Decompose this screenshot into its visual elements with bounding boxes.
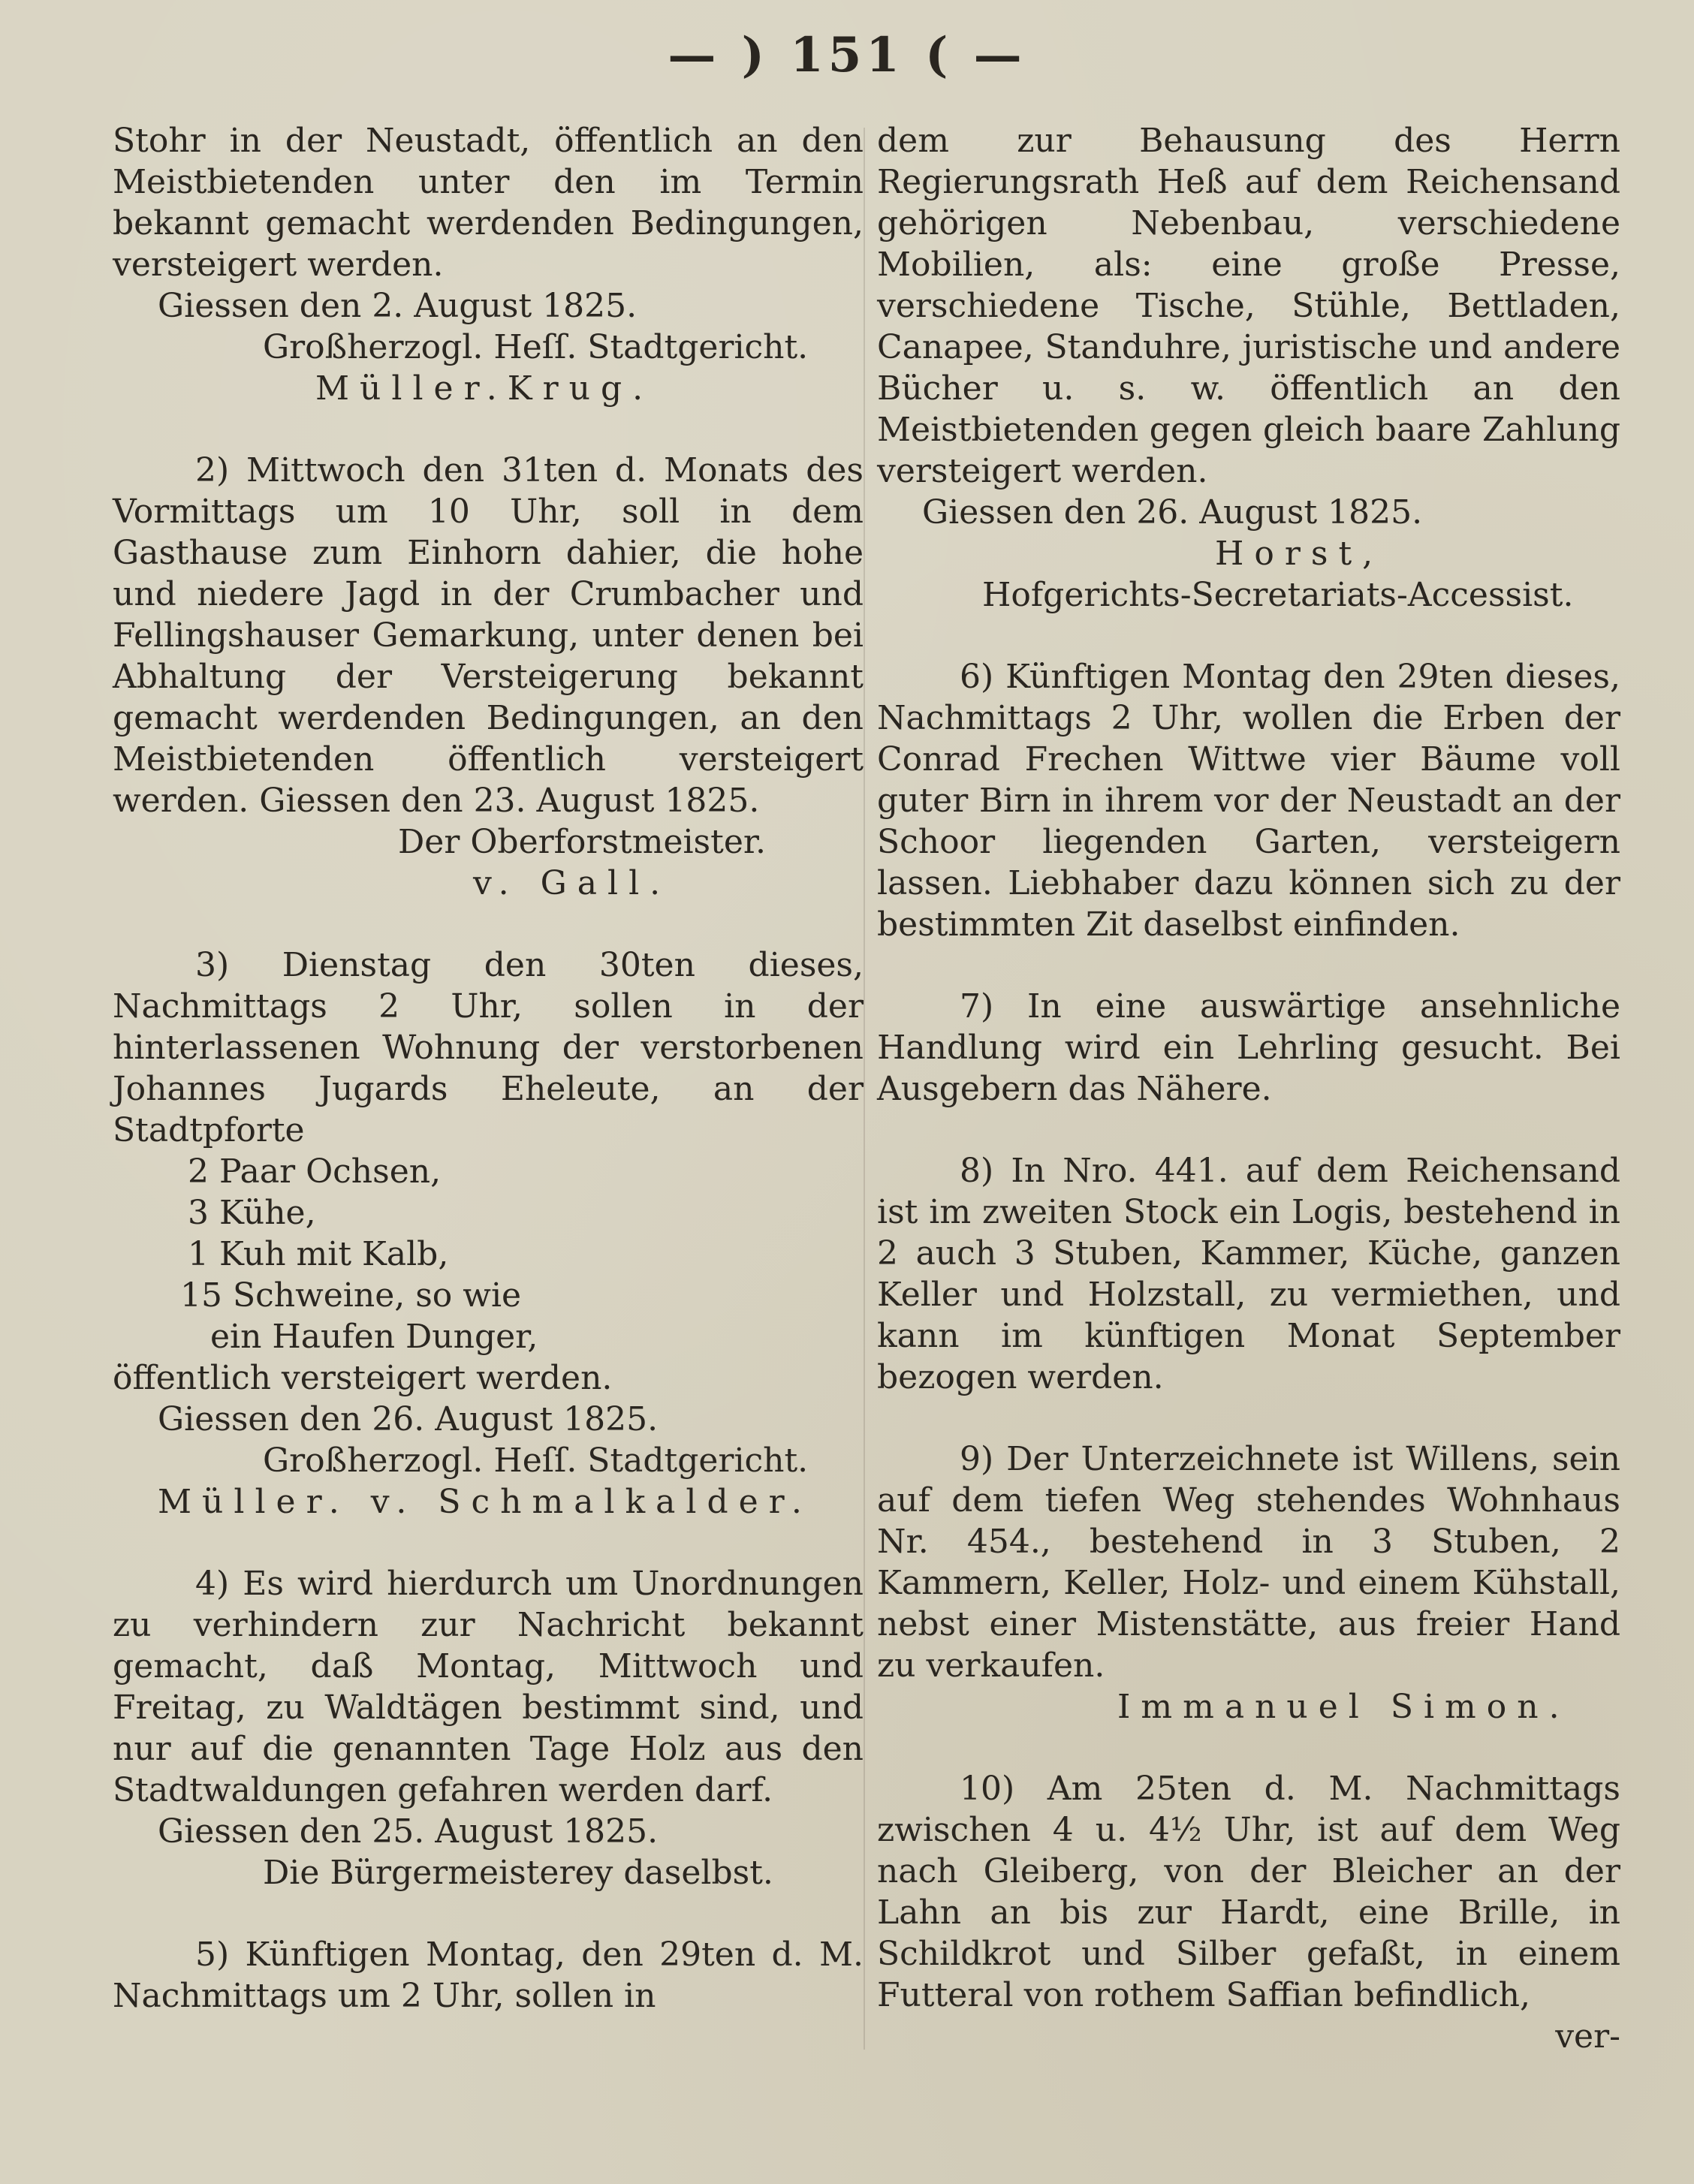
notice-text: 7) In eine auswärtige ansehnliche Handlung wird ein Lehrling gesucht. Bei Ausgebern das Nähere. xyxy=(877,987,1620,1108)
signature: Horst, xyxy=(1215,535,1384,573)
notice-8 xyxy=(877,1150,1620,1398)
notice-5 xyxy=(113,1934,864,2017)
notice-authority: Großherzogl. Heſſ. Stadtgericht. xyxy=(263,328,809,366)
notice-6 xyxy=(877,656,1620,945)
signature: Müller. v. Schmalkalder. xyxy=(158,1483,812,1521)
notice-3 xyxy=(113,944,864,1523)
list-item: 1 Kuh mit Kalb, xyxy=(188,1235,449,1273)
column-divider xyxy=(864,128,865,2050)
notice-text: 3) Dienstag den 30ten dieses, Nachmittags 2 Uhr, sollen in der hinterlassenen Wohnung der verstorbenen Johannes Jugards Eheleute, an der Stadtpforte xyxy=(113,946,864,1149)
notice-text: 6) Künftigen Montag den 29ten dieses, Nachmittags 2 Uhr, wollen die Erben der Conrad Frechen Wittwe vier Bäume voll guter Birn in ihrem vor der Neustadt an der Schoor liegenden Garten, versteigern lassen. Liebhaber dazu können sich zu der bestimmten Zit daselbst einfinden. xyxy=(877,658,1620,944)
notice-text: Stohr in der Neustadt, öffentlich an den Meistbietenden unter den im Termin bekannt gemacht werdenden Bedingungen, versteigert werden. xyxy=(113,122,864,284)
notice-authority: Großherzogl. Heſſ. Stadtgericht. xyxy=(263,1441,809,1480)
catchword: ver- xyxy=(1555,2017,1620,2056)
list-item: ein Haufen Dunger, xyxy=(210,1318,538,1356)
right-column xyxy=(877,120,1620,2057)
notice-2 xyxy=(113,450,864,904)
notice-authority: Die Bürgermeisterey daselbst. xyxy=(263,1854,773,1892)
notice-date: Giessen den 26. August 1825. xyxy=(922,493,1423,532)
notice-text: 10) Am 25ten d. M. Nachmittags zwischen 4 u. 4½ Uhr, ist auf dem Weg nach Gleiberg, von der Bleicher an der Lahn an bis zur Hardt, eine Brille, in Schildkrot und Silber gefaßt, in einem Futteral von rothem Saffian befindlich, xyxy=(877,1770,1620,2014)
notice-close: öffentlich versteigert werden. xyxy=(113,1359,613,1397)
notice-date: Giessen den 26. August 1825. xyxy=(158,1400,659,1438)
signature-row xyxy=(113,368,864,409)
notice-1 xyxy=(113,120,864,409)
signature: v. Gall. xyxy=(473,864,671,902)
left-column xyxy=(113,120,864,2017)
notice-text: 2) Mittwoch den 31ten d. Monats des Vormittags um 10 Uhr, soll in dem Gasthause zum Einhorn dahier, die hohe und niedere Jagd in der Crumbacher und Fellingshauser Gemarkung, unter denen bei Abhaltung der Versteigerung bekannt gemacht werdenden Bedingungen, an den Meistbietenden öffentlich versteigert werden. Giessen den 23. August 1825. xyxy=(113,451,864,820)
list-item: 3 Kühe, xyxy=(188,1194,316,1232)
signature: Krug. xyxy=(507,369,654,408)
signature: Immanuel Simon. xyxy=(1117,1688,1570,1726)
notice-text: 9) Der Unterzeichnete ist Willens, sein auf dem tiefen Weg stehendes Wohnhaus Nr. 454., bestehend in 3 Stuben, 2 Kammern, Keller, Holz- und einem Kühstall, nebst einer Mistenstätte, aus freier Hand zu verkaufen. xyxy=(877,1440,1620,1685)
notice-7 xyxy=(877,986,1620,1110)
notice-authority: Der Oberforstmeister. xyxy=(398,823,767,861)
notice-text: 8) In Nro. 441. auf dem Reichensand ist im zweiten Stock ein Logis, bestehend in 2 auch 3 Stuben, Kammer, Küche, ganzen Keller und Holzstall, zu vermiethen, und kann im künftigen Monat September bezogen werden. xyxy=(877,1152,1620,1396)
notice-date: Giessen den 25. August 1825. xyxy=(158,1812,659,1851)
notice-9 xyxy=(877,1438,1620,1728)
notice-authority: Hofgerichts-Secretariats-Accessist. xyxy=(982,576,1574,614)
list-item: 2 Paar Ochsen, xyxy=(188,1152,442,1191)
page-number: — ) 151 ( — xyxy=(668,27,1026,83)
notice-10 xyxy=(877,1768,1620,2057)
notice-text: 5) Künftigen Montag, den 29ten d. M. Nachmittags um 2 Uhr, sollen in xyxy=(113,1935,864,2015)
notice-date: Giessen den 2. August 1825. xyxy=(158,287,638,325)
notice-text: dem zur Behausung des Herrn Regierungsrath Heß auf dem Reichensand gehörigen Nebenbau, verschiedene Mobilien, als: eine große Presse, verschiedene Tische, Stühle, Bettladen, Canapee, Standuhre, juristische und andere Bücher u. s. w. öffentlich an den Meistbietenden gegen gleich baare Zahlung versteigert werden. xyxy=(877,122,1620,490)
notice-5-continued xyxy=(877,120,1620,616)
notice-text: 4) Es wird hierdurch um Unordnungen zu verhindern zur Nachricht bekannt gemacht, daß Montag, Mittwoch und Freitag, zu Waldtägen bestimmt sind, und nur auf die genannten Tage Holz aus den Stadtwaldungen gefahren werden darf. xyxy=(113,1565,864,1809)
signature: Müller. xyxy=(315,369,508,408)
notice-4 xyxy=(113,1563,864,1893)
list-item: 15 Schweine, so wie xyxy=(180,1276,522,1315)
